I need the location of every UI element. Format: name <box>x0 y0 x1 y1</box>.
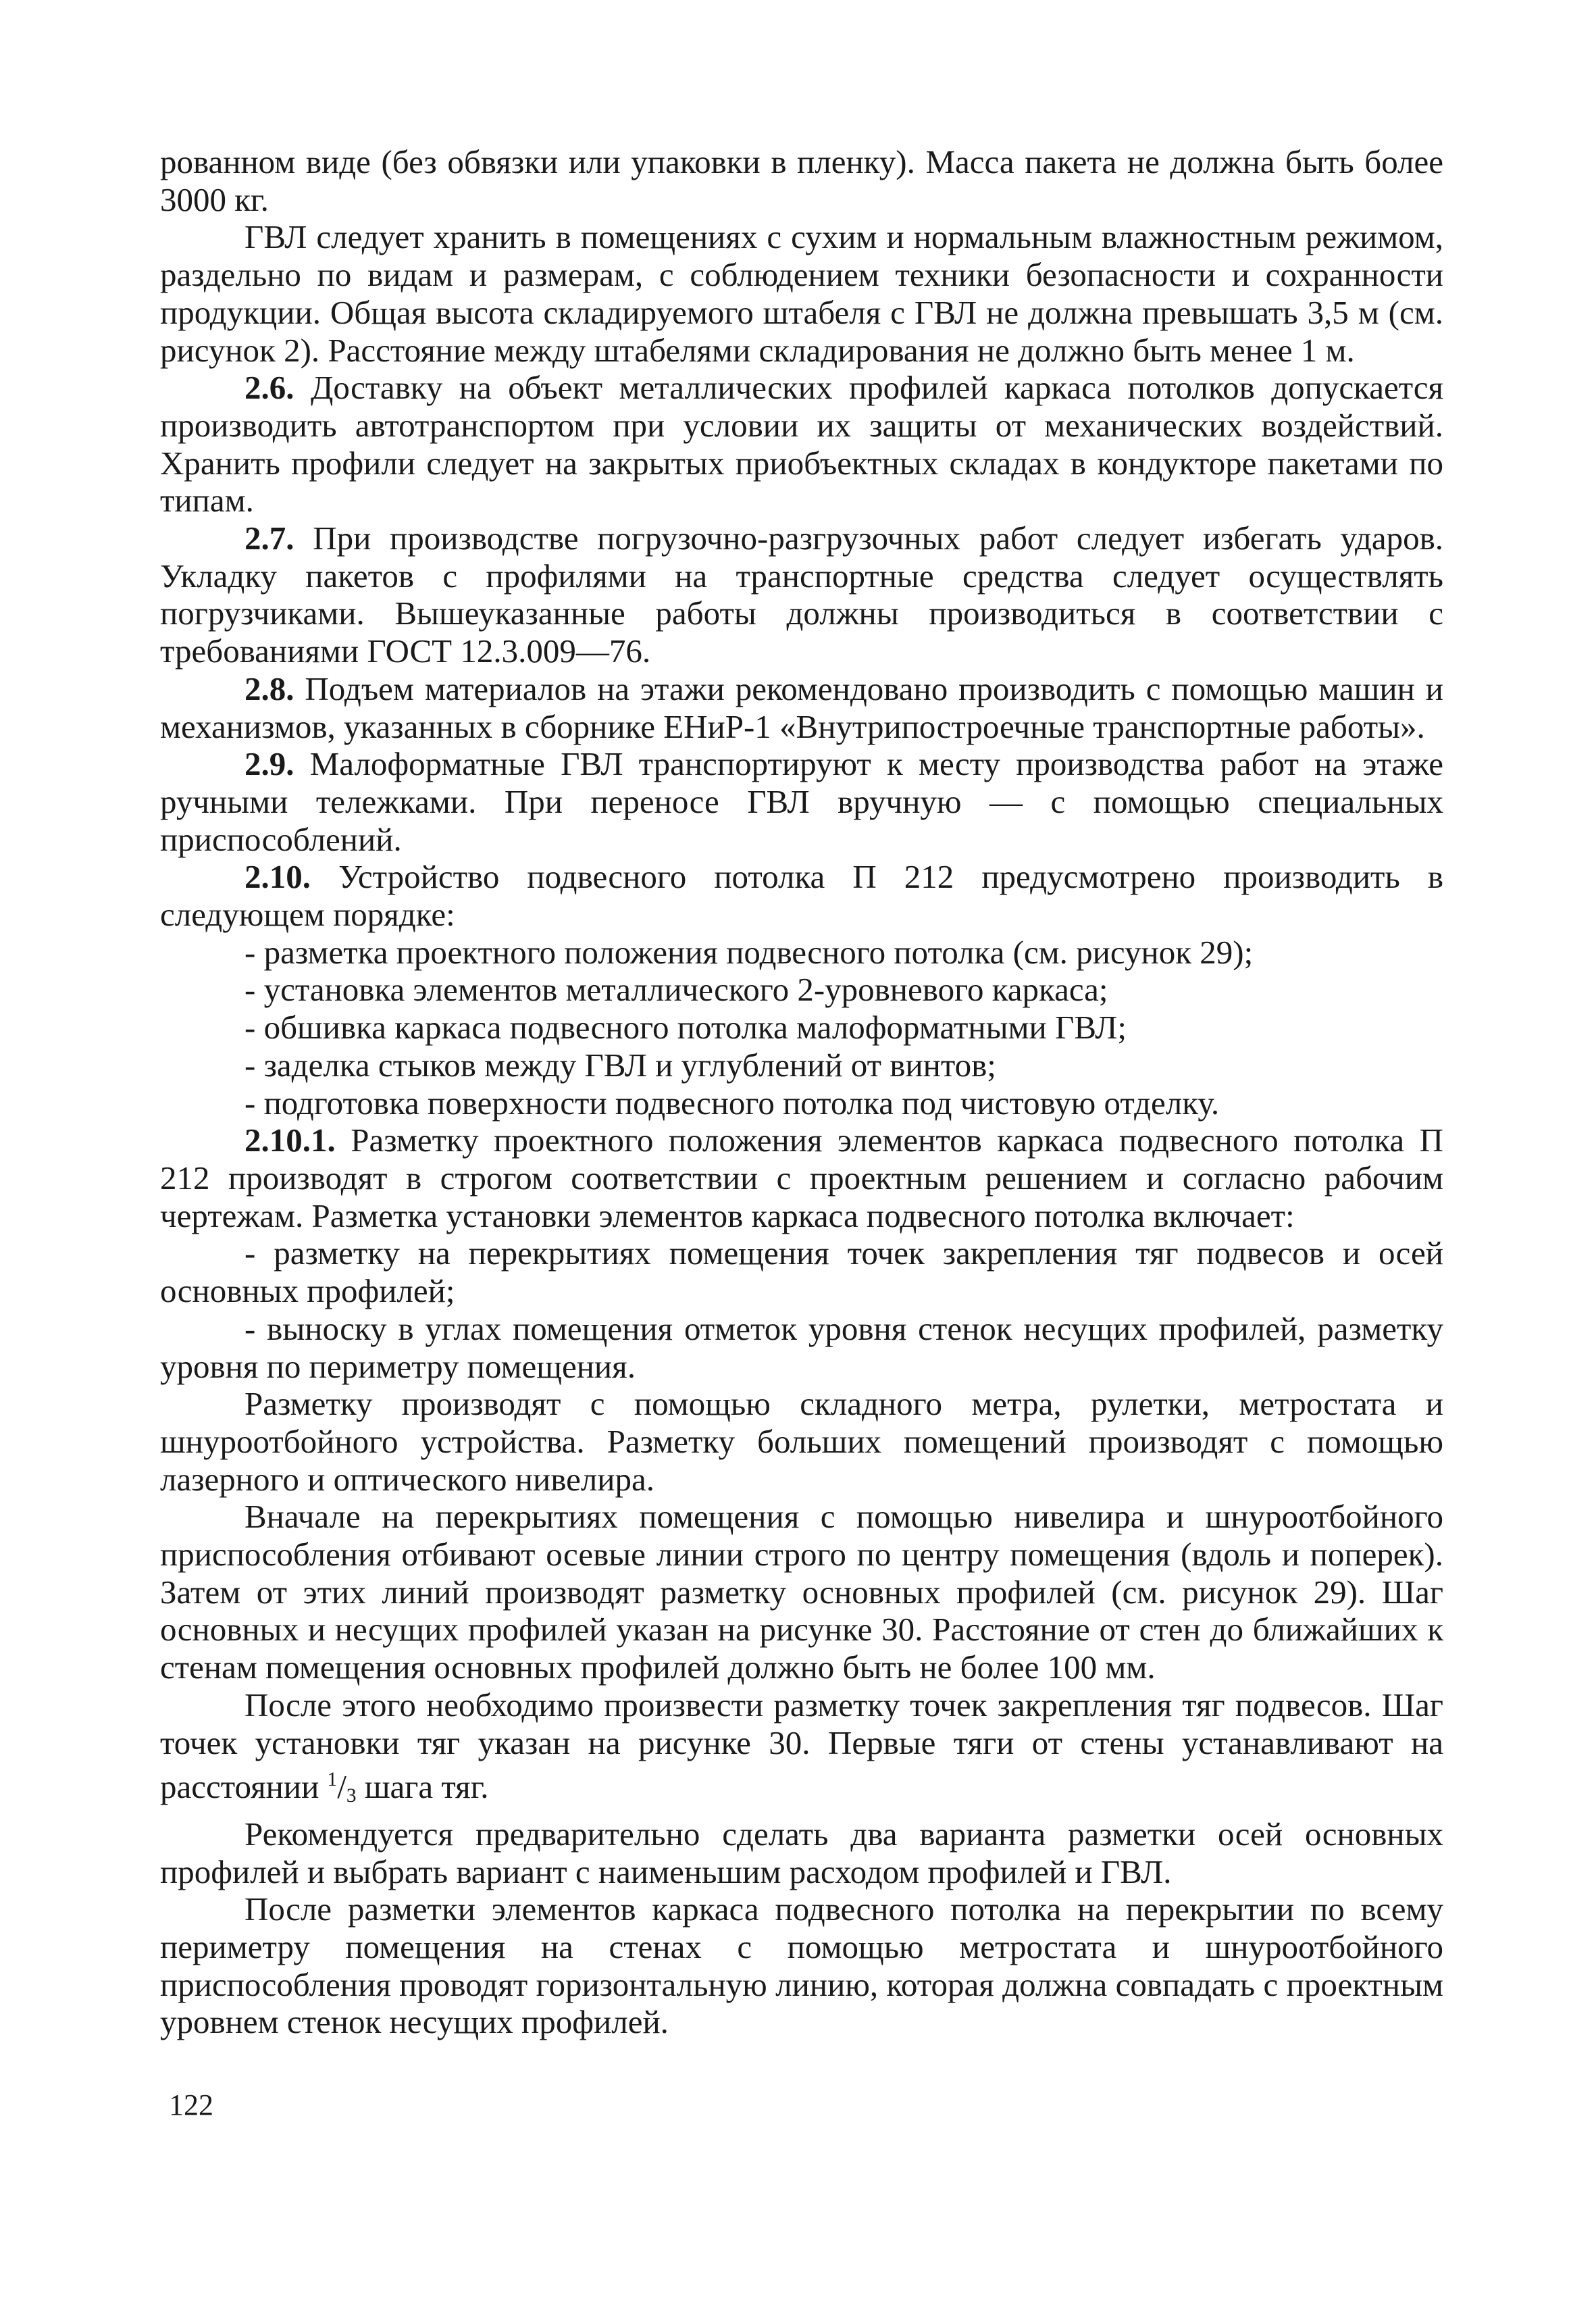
list-item: - разметка проектного положения подвесного потолка (см. рисунок 29); <box>244 933 1254 971</box>
paragraph: - разметку на перекрытиях помещения точек закрепления тяг подвесов и осей основных профилей; <box>160 1234 1443 1310</box>
page-number: 122 <box>169 2088 213 2121</box>
list-item: - подготовка поверхности подвесного потолка под чистовую отделку. <box>244 1084 1220 1122</box>
paragraph-text: Разметку проектного положения элементов каркаса подвесного потолка П 212 производят в строгом соответствии с проектным решением и согласно рабочим чертежам. Разметка установки элементов каркаса подвесного потолка включает: <box>160 1122 1443 1234</box>
paragraph-2-10-1 <box>160 1122 1443 1234</box>
paragraph: ГВЛ следует хранить в помещениях с сухим и нормальным влажностным режимом, раздельно по видам и размерам, с соблюдением техники безопасности и сохранности продукции. Общая высота складируемого штабеля с ГВЛ не должна превышать 3,5 м (см. рисунок 2). Расстояние между штабелями складирования не должно быть менее 1 м. <box>160 218 1443 369</box>
list-item: - обшивка каркаса подвесного потолка малоформатными ГВЛ; <box>244 1009 1127 1047</box>
section-number: 2.6. <box>244 369 294 407</box>
section-number: 2.9. <box>244 745 294 783</box>
fraction-denominator: 3 <box>346 1785 357 1807</box>
paragraph-text: шага тяг. <box>364 1768 489 1806</box>
paragraph-text: Малоформатные ГВЛ транспортируют к месту производства работ на этаже ручными тележками. При переносе ГВЛ вручную — с помощью специальных приспособлений. <box>160 745 1443 858</box>
list-item: - заделка стыков между ГВЛ и углублений от винтов; <box>244 1046 996 1084</box>
paragraph-2-7 <box>160 520 1443 670</box>
paragraph-text: Устройство подвесного потолка П 212 предусмотрено производить в следующем порядке: <box>160 858 1444 934</box>
paragraph-2-8 <box>160 670 1443 745</box>
paragraph: - выноску в углах помещения отметок уровня стенок несущих профилей, разметку уровня по периметру помещения. <box>160 1309 1443 1385</box>
section-number: 2.10. <box>244 858 311 896</box>
fraction-numerator: 1 <box>327 1769 338 1791</box>
paragraph: После разметки элементов каркаса подвесного потолка на перекрытии по всему периметру помещения на стенах с помощью метростата и шнуроотбойного приспособления проводят горизонтальную линию, которая должна совпадать с проектным уровнем стенок несущих профилей. <box>160 1890 1443 2041</box>
list-item: - установка элементов металлического 2-уровневого каркаса; <box>244 971 1108 1009</box>
fraction: $^1/_3$ <box>327 1768 357 1807</box>
paragraph <box>160 1686 1443 1815</box>
paragraph: Рекомендуется предварительно сделать два варианта разметки осей основных профилей и выбрать вариант с наименьшим расходом профилей и ГВЛ. <box>160 1815 1443 1890</box>
section-number: 2.10.1. <box>244 1122 336 1159</box>
paragraph-text: Подъем материалов на этажи рекомендовано производить с помощью машин и механизмов, указанных в сборнике ЕНиР-1 «Внутрипостроечные транспортные работы». <box>160 670 1443 745</box>
paragraph: Вначале на перекрытиях помещения с помощью нивелира и шнуроотбойного приспособления отбивают осевые линии строго по центру помещения (вдоль и поперек). Затем от этих линий производят разметку основных профилей (см. рисунок 29). Шаг основных и несущих профилей указан на рисунке 30. Расстояние от стен до ближайших к стенам помещения основных профилей должно быть не более 100 мм. <box>160 1498 1443 1686</box>
paragraph-text: После этого необходимо произвести разметку точек закрепления тяг подвесов. Шаг точек установки тяг указан на рисунке 30. Первые тяги от стены устанавливают на расстоянии <box>160 1686 1443 1806</box>
page-body <box>160 143 1443 2041</box>
section-number: 2.8. <box>244 670 294 707</box>
paragraph-2-6 <box>160 369 1443 520</box>
section-number: 2.7. <box>244 520 294 557</box>
paragraph-2-10 <box>160 858 1443 933</box>
paragraph: рованном виде (без обвязки или упаковки в пленку). Масса пакета не должна быть более 3000 кг. <box>160 143 1443 218</box>
paragraph-text: При производстве погрузочно-разгрузочных работ следует избегать ударов. Укладку пакетов с профилями на транспортные средства следует осуществлять погрузчиками. Вышеуказанные работы должны производиться в соответствии с требованиями ГОСТ 12.3.009—76. <box>160 520 1444 670</box>
paragraph: Разметку производят с помощью складного метра, рулетки, метростата и шнуроотбойного устройства. Разметку больших помещений производят с помощью лазерного и оптического нивелира. <box>160 1385 1443 1498</box>
paragraph-2-9 <box>160 745 1443 858</box>
paragraph-text: Доставку на объект металлических профилей каркаса потолков допускается производить автотранспортом при условии их защиты от механических воздействий. Хранить профили следует на закрытых приобъектных складах в кондукторе пакетами по типам. <box>160 369 1443 520</box>
